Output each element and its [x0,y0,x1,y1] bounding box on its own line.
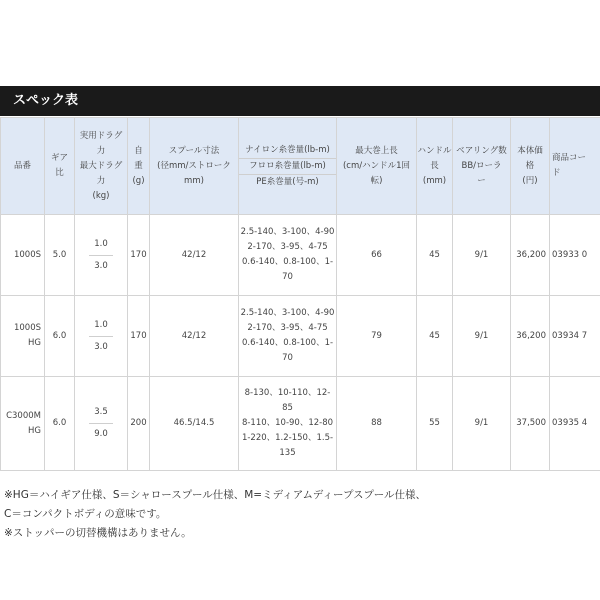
cell-retrieve: 79 [337,296,417,377]
cell-retrieve: 66 [337,215,417,296]
cell-handle: 55 [417,377,453,471]
header-model: 品番 [1,118,45,215]
cell-gear: 6.0 [45,296,75,377]
cell-drag: 3.5 9.0 [75,377,128,471]
cell-code: 03933 0 [550,215,600,296]
table-row [1,377,600,471]
cell-weight: 170 [128,215,150,296]
cell-spool: 46.5/14.5 [150,377,239,471]
spec-table [0,117,600,471]
cell-retrieve: 88 [337,377,417,471]
header-retrieve: 最大巻上長 (cm/ハンドル1回 転) [337,118,417,215]
header-drag: 実用ドラグ 力 最大ドラグ 力 (kg) [75,118,128,215]
header-gear: ギア 比 [45,118,75,215]
header-line-capacity: ナイロン糸巻量(lb-m) フロロ糸巻量(lb-m) PE糸巻量(号-m) [239,118,337,215]
spec-table-title: スペック表 [0,86,600,116]
cell-handle: 45 [417,296,453,377]
note-line: ※ストッパーの切替機構はありません。 [4,527,192,539]
header-weight: 自 重 (g) [128,118,150,215]
cell-weight: 200 [128,377,150,471]
header-code: 商品コー ド [550,118,600,215]
table-row [1,296,600,377]
cell-line-capacity: 2.5-140、3-100、4-90 2-170、3-95、4-75 0.6-140、0.8-100、1- 70 [239,296,337,377]
cell-drag: 1.0 3.0 [75,215,128,296]
cell-model: 1000S [1,215,45,296]
header-handle: ハンドル 長 (mm) [417,118,453,215]
cell-price: 36,200 [511,215,550,296]
notes [4,486,596,543]
header-spool: スプール寸法 (径mm/ストローク mm) [150,118,239,215]
cell-line-capacity: 8-130、10-110、12- 85 8-110、10-90、12-80 1-220、1.2-150、1.5- 135 [239,377,337,471]
cell-drag: 1.0 3.0 [75,296,128,377]
cell-price: 37,500 [511,377,550,471]
cell-bearing: 9/1 [453,377,511,471]
header-row [1,118,600,215]
note-line: C＝コンパクトボディの意味です。 [4,508,167,520]
cell-line-capacity: 2.5-140、3-100、4-90 2-170、3-95、4-75 0.6-140、0.8-100、1- 70 [239,215,337,296]
note-line: ※HG＝ハイギア仕様、S＝シャロースプール仕様、M=ミディアムディープスプール仕様、 [4,489,426,501]
cell-gear: 5.0 [45,215,75,296]
cell-bearing: 9/1 [453,296,511,377]
cell-model: 1000S HG [1,296,45,377]
cell-gear: 6.0 [45,377,75,471]
cell-model: C3000M HG [1,377,45,471]
cell-code: 03934 7 [550,296,600,377]
cell-spool: 42/12 [150,296,239,377]
cell-spool: 42/12 [150,215,239,296]
cell-price: 36,200 [511,296,550,377]
header-bearing: ベアリング数 BB/ローラ ー [453,118,511,215]
cell-bearing: 9/1 [453,215,511,296]
cell-handle: 45 [417,215,453,296]
header-price: 本体価 格 (円) [511,118,550,215]
cell-weight: 170 [128,296,150,377]
table-row [1,215,600,296]
cell-code: 03935 4 [550,377,600,471]
